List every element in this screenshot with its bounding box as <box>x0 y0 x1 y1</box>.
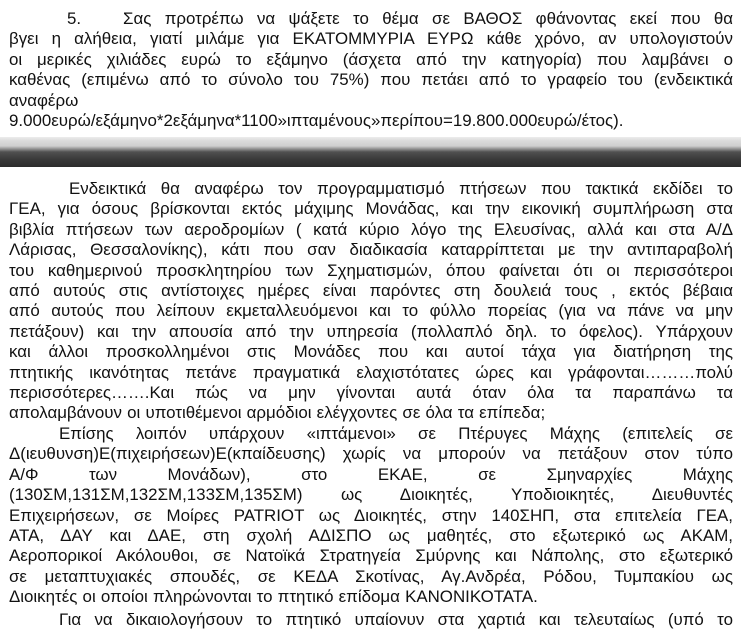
paragraph-line: Αεροπορικοί Ακόλουθοι, σε Νατοϊκά Στρατηγεία Σμύρνης και Νάπολης, στο εξωτερικό <box>9 546 733 566</box>
paragraph-line: Διοικητές οι οποίοι πληρώνονται το πτητικό επίδομα ΚΑΝΟΝΙΚΟΤΑΤΑ. <box>9 587 538 607</box>
page-break-divider <box>0 137 741 167</box>
paragraph-line: ΑΤΑ, ΔΑΥ και ΔΑΕ, στη σχολή ΑΔΙΣΠΟ ως μαθητές, στο εξωτερικό ως ΑΚΑΜ, <box>9 526 733 546</box>
paragraph-line: από αυτούς που λείπουν εκμεταλλευόμενοι και το φύλλο πορείας (για να πάνε να μην <box>9 301 733 321</box>
section-number: 5. <box>67 9 82 28</box>
section-5-line: οι μερικές χιλιάδες ευρώ το εξάμηνο (άσχετα από την κατηγορία) που λαμβάνει ο <box>9 49 733 69</box>
paragraph-line: περισσότερες…….Και πώς να μην γίνονται αυτά όταν όλα τα παραπάνω τα <box>9 383 733 403</box>
paragraph-line: (130ΣΜ,131ΣΜ,132ΣΜ,133ΣΜ,135ΣΜ) ως Διοικητές, Υποδιοικητές, Διευθυντές <box>9 485 733 505</box>
paragraph-line: Ενδεικτικά θα αναφέρω τον προγραμματισμό πτήσεων που τακτικά εκδίδει το <box>69 179 733 198</box>
paragraph-line: ΓΕΑ, για όσους βρίσκονται εκτός μάχιμης Μονάδας, και την εικονική συμπλήρωση στα <box>9 199 733 219</box>
paragraph-line: Επιχειρήσεων, σε Μοίρες PATRIOT ως Διοικητές, στην 140ΣΗΠ, στα επιτελεία ΓΕΑ, <box>9 505 733 525</box>
paragraph-line: πτητικής ικανότητας πετάνε πραγματικά ελαχιστότατες ώρες και γράφονται………πολύ <box>9 362 733 382</box>
paragraph-line: βιβλία πτήσεων των αεροδρομίων ( κατά κύριο λόγο της Ελευσίνας, αλλά και στα Α/Δ <box>9 219 733 239</box>
section-5-line: 9.000ευρώ/εξάμηνο*2εξάμηνα*1100»ιπταμένους»περίπου=19.800.000ευρώ/έτος). <box>9 111 624 131</box>
paragraph-line: Α/Φ των Μονάδων), στο ΕΚΑΕ, σε Σμηναρχίες Μάχης <box>9 464 733 484</box>
section-5-line-1: 5. Σας προτρέπω να ψάξετε το θέμα σε ΒΑΘΟΣ φθάνοντας εκεί που θα <box>9 9 733 29</box>
paragraph-line: σε μεταπτυχιακές σπουδές, σε ΚΕΔΑ Σκοτίνας, Αγ.Ανδρέα, Ρόδου, Τυμπακίου ως <box>9 566 733 586</box>
paragraph-line: Επίσης λοιπόν υπάρχουν «ιπτάμενοι» σε Πτέρυγες Μάχης (επιτελείς σε <box>59 424 733 443</box>
paragraph-line: του καθημερινού προσκλητηρίου των Σχηματισμών, όπου φαίνεται ότι οι περισσότεροι <box>9 260 733 280</box>
paragraph-line: απολαμβάνουν οι υποτιθέμενοι αρμόδιοι ελέγχοντες σε όλα τα επίπεδα; <box>9 403 546 423</box>
section-5-line: αναφέρω <box>9 90 79 110</box>
paragraph-line: και άλλοι προσκολλημένοι στις Μονάδες που και αυτοί τάχα για διατήρηση της <box>9 342 733 362</box>
paragraph-1 <box>9 179 733 424</box>
section-5-line: βγει η αλήθεια, γιατί μιλάμε για ΕΚΑΤΟΜΜΥΡΙΑ ΕΥΡΩ κάθε χρόνο, αν υπολογιστούν <box>9 29 733 49</box>
paragraph-line: πετάξουν) και την απουσία από την υπηρεσία (πολλαπλό δηλ. το όφελος). Υπάρχουν <box>9 321 733 341</box>
paragraph-line: Λάρισας, Θεσσαλονίκης), κάτι που σαν διαδικασία καταρρίπτεται με την αντιπαραβολή <box>9 240 733 260</box>
top-excerpt <box>0 0 741 137</box>
bottom-excerpt <box>0 167 741 636</box>
cut-off-line: Για να δικαιολογήσουν το πτητικό υπαίονυν στα χαρτιά και τελευταίως (υπό το <box>59 609 733 629</box>
section-5 <box>9 9 733 131</box>
paragraph-line: από αυτούς στις αντίστοιχες ημέρες είναι παρόντες στη δουλειά τους , εκτός βέβαια <box>9 281 733 301</box>
paragraph-line: Δ(ιευθυνση)Ε(πιχειρήσεων)Ε(κπαίδευσης) χωρίς να μπορούν να πετάξουν στον τύπο <box>9 444 733 464</box>
section-5-line: καθένας (επιμένω από το σύνολο του 75%) που πετάει από το γραφείο του (ενδεικτικά <box>9 70 733 90</box>
paragraph-2 <box>9 424 733 630</box>
